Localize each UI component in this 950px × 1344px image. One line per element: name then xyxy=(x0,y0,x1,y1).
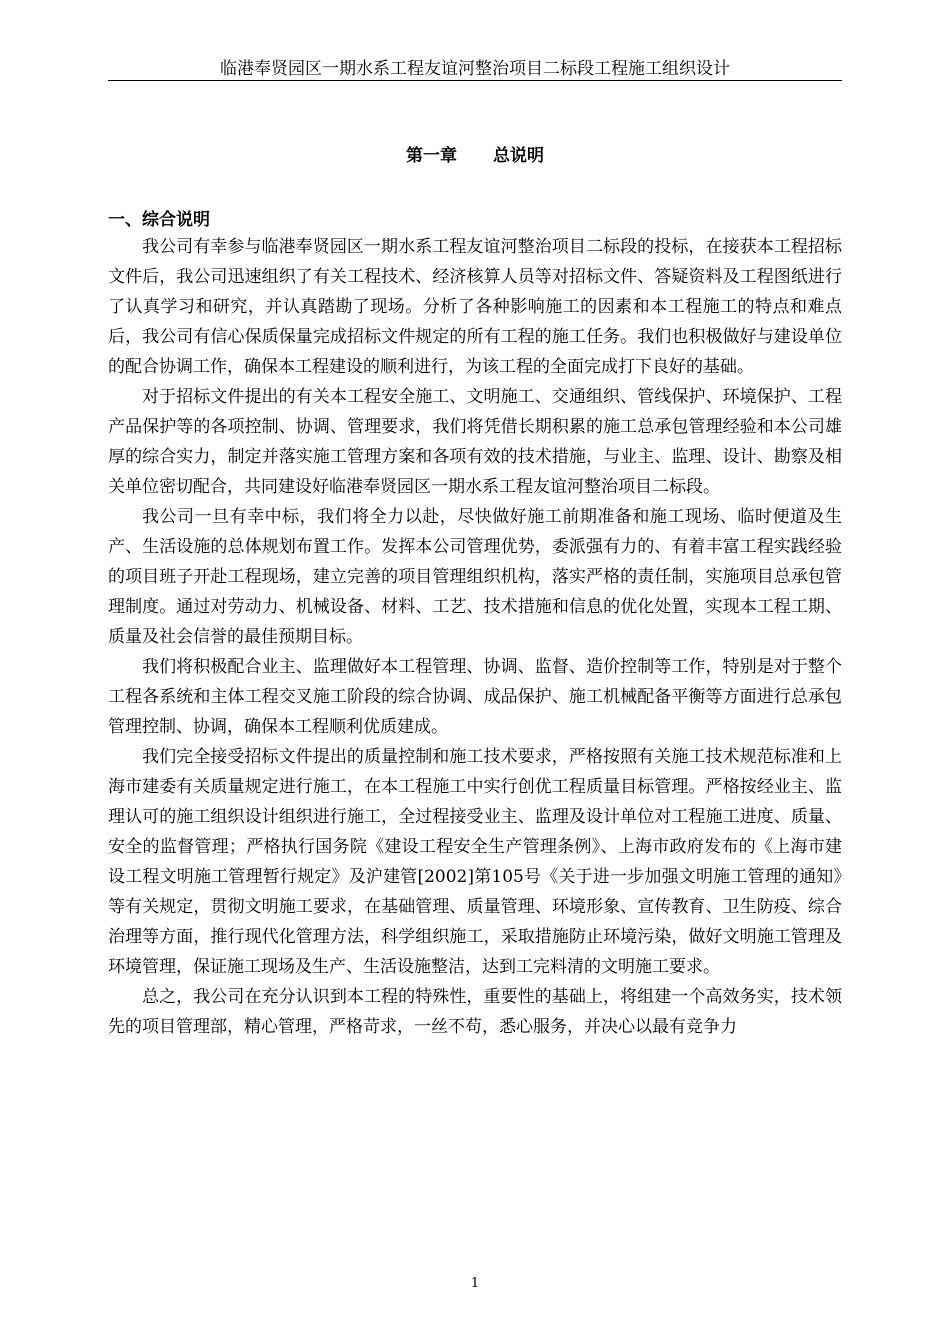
paragraph-1: 我公司有幸参与临港奉贤园区一期水系工程友谊河整治项目二标段的投标，在接获本工程招标文件后，我公司迅速组织了有关工程技术、经济核算人员等对招标文件、答疑资料及工程图纸进行了认真学习和研究，并认真踏勘了现场。分析了各种影响施工的因素和本工程施工的特点和难点后，我公司有信心保质保量完成招标文件规定的所有工程的施工任务。我们也积极做好与建设单位的配合协调工作，确保本工程建设的顺利进行，为该工程的全面完成打下良好的基础。 xyxy=(108,237,842,377)
paragraph-5: 我们完全接受招标文件提出的质量控制和施工技术要求，严格按照有关施工技术规范标准和上海市建委有关质量规定进行施工，在本工程施工中实行创优工程质量目标管理。严格按经业主、监理认可的施工组织设计组织进行施工，全过程接受业主、监理及设计单位对工程施工进度、质量、安全的监督管理；严格执行国务院《建设工程安全生产管理条例》、上海市政府发布的《上海市建设工程文明施工管理暂行规定》及沪建管[2002]第105号《关于进一步加强文明施工管理的通知》等有关规定，贯彻文明施工要求，在基础管理、质量管理、环境形象、宣传教育、卫生防疫、综合治理等方面，推行现代化管理方法，科学组织施工，采取措施防止环境污染，做好文明施工管理及环境管理，保证施工现场及生产、生活设施整洁，达到工完料清的文明施工要求。 xyxy=(108,747,842,977)
page-number: 1 xyxy=(470,1276,480,1291)
chapter-title xyxy=(108,144,842,168)
paragraph-3: 我公司一旦有幸中标，我们将全力以赴，尽快做好施工前期准备和施工现场、临时便道及生产、生活设施的总体规划布置工作。发挥本公司管理优势，委派强有力的、有着丰富工程实践经验的项目班子开赴工程现场，建立完善的项目管理组织机构，落实严格的责任制，实施项目总承包管理制度。通过对劳动力、机械设备、材料、工艺、技术措施和信息的优化处置，实现本工程工期、质量及社会信誉的最佳预期目标。 xyxy=(108,507,842,647)
paragraph-2: 对于招标文件提出的有关本工程安全施工、文明施工、交通组织、管线保护、环境保护、工程产品保护等的各项控制、协调、管理要求，我们将凭借长期积累的施工总承包管理经验和本公司雄厚的综合实力，制定并落实施工管理方案和各项有效的技术措施，与业主、监理、设计、勘察及相关单位密切配合，共同建设好临港奉贤园区一期水系工程友谊河整治项目二标段。 xyxy=(108,387,842,497)
page-header-title: 临港奉贤园区一期水系工程友谊河整治项目二标段工程施工组织设计 xyxy=(220,59,730,79)
paragraph-6: 总之，我公司在充分认识到本工程的特殊性，重要性的基础上，将组建一个高效务实，技术领先的项目管理部，精心管理，严格苛求，一丝不苟，悉心服务，并决心以最有竞争力 xyxy=(108,987,842,1037)
body-text xyxy=(108,232,842,1042)
chapter-name: 总说明 xyxy=(493,146,544,166)
section-heading: 一、综合说明 xyxy=(108,210,210,230)
chapter-number: 第一章 xyxy=(406,146,457,166)
header-divider xyxy=(108,80,842,81)
paragraph-4: 我们将积极配合业主、监理做好本工程管理、协调、监督、造价控制等工作，特别是对于整个工程各系统和主体工程交叉施工阶段的综合协调、成品保护、施工机械配备平衡等方面进行总承包管理控制、协调，确保本工程顺利优质建成。 xyxy=(108,657,842,737)
